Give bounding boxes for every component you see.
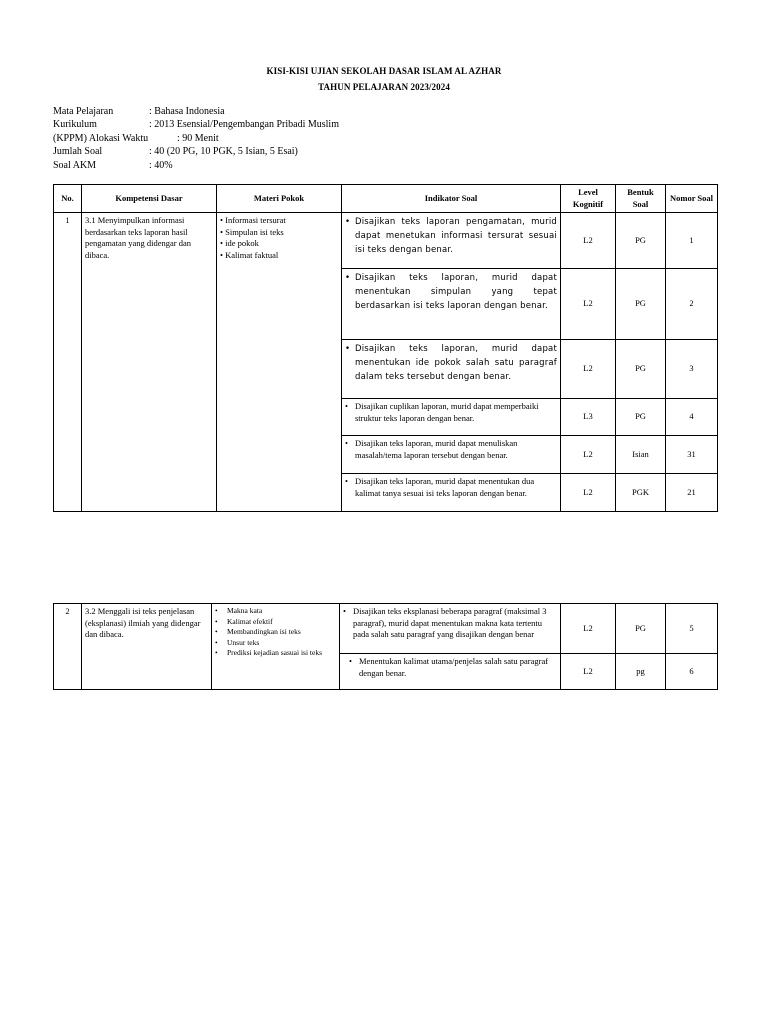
meta-label: Kurikulum	[53, 119, 97, 131]
level-kognitif: L2	[561, 436, 616, 474]
meta-value: : 40 (20 PG, 10 PGK, 5 Isian, 5 Esai)	[149, 146, 298, 158]
indikator-text: Disajikan cuplikan laporan, murid dapat memperbaiki struktur teks laporan dengan benar.	[355, 401, 539, 423]
bentuk-soal: PG	[616, 340, 666, 399]
level-kognitif: L2	[561, 654, 616, 690]
materi-pokok	[217, 213, 342, 512]
kisi-kisi-table-2	[53, 603, 718, 690]
materi-item: • Kalimat faktual	[220, 250, 338, 262]
level-kognitif: L2	[561, 604, 616, 654]
materi-item: • Simpulan isi teks	[220, 227, 338, 239]
bentuk-soal: Isian	[616, 436, 666, 474]
bentuk-soal: PG	[616, 604, 666, 654]
indikator-text: Disajikan teks laporan pengamatan, murid dapat menetukan informasi tersurat sesuai isi teks dengan benar.	[355, 217, 557, 255]
level-kognitif: L2	[561, 269, 616, 340]
materi-item: • Informasi tersurat	[220, 215, 338, 227]
document-title: KISI-KISI UJIAN SEKOLAH DASAR ISLAM AL AZHAR	[266, 66, 502, 76]
materi-item: • ide pokok	[220, 238, 338, 250]
level-kognitif: L2	[561, 213, 616, 269]
nomor-soal: 21	[666, 474, 718, 512]
level-kognitif: L2	[561, 340, 616, 399]
header-row	[54, 185, 718, 213]
indikator-text: Disajikan teks laporan, murid dapat menentukan ide pokok salah satu paragraf dalam teks tersebut dengan benar.	[355, 344, 557, 382]
indikator-text: Disajikan teks laporan, murid dapat menentukan simpulan yang tepat berdasarkan isi teks laporan dengan benar.	[355, 273, 557, 311]
col-header-nomor: Nomor Soal	[666, 185, 718, 213]
indikator-text: Disajikan teks laporan, murid dapat menentukan dua kalimat tanya sesuai isi teks laporan dengan benar.	[355, 476, 535, 498]
indikator-soal: • Disajikan cuplikan laporan, murid dapat memperbaiki struktur teks laporan dengan benar.	[342, 399, 561, 436]
col-header-bentuk: Bentuk Soal	[616, 185, 666, 213]
materi-item: • Unsur teks	[215, 637, 260, 647]
bentuk-soal: PG	[616, 399, 666, 436]
indikator-soal: • Disajikan teks eksplanasi beberapa paragraf (maksimal 3 paragraf), murid dapat menentukan makna kata tertentu pada salah satu paragraf yang disajikan dengan benar	[340, 604, 561, 654]
col-header-materi: Materi Pokok	[217, 185, 342, 213]
materi-item: • Kalimat efektif	[215, 616, 273, 626]
level-kognitif: L2	[561, 474, 616, 512]
indikator-soal: • Disajikan teks laporan, murid dapat menentukan dua kalimat tanya sesuai isi teks laporan dengan benar.	[342, 474, 561, 512]
nomor-soal: 3	[666, 340, 718, 399]
meta-label: (KPPM) Alokasi Waktu	[53, 132, 149, 144]
meta-value: : 90 Menit	[177, 132, 219, 144]
meta-value: : 2013 Esensial/Pengembangan Pribadi Muslim	[149, 119, 339, 131]
bentuk-soal: PGK	[616, 474, 666, 512]
materi-pokok	[212, 604, 340, 690]
document-subtitle: TAHUN PELAJARAN 2023/2024	[318, 82, 450, 92]
nomor-soal: 1	[666, 213, 718, 269]
indikator-soal: • Disajikan teks laporan pengamatan, murid dapat menetukan informasi tersurat sesuai isi teks dengan benar.	[342, 213, 561, 269]
row-number: 2	[54, 604, 82, 690]
kisi-kisi-table-1	[53, 184, 718, 512]
kompetensi-dasar: 3.2 Menggali isi teks penjelasan (eksplanasi) ilmiah yang didengar dan dibaca.	[82, 604, 212, 690]
col-header-no: No.	[54, 185, 82, 213]
table-row	[54, 604, 718, 654]
materi-item: • Membandingkan isi teks	[215, 627, 301, 636]
col-header-indikator: Indikator Soal	[342, 185, 561, 213]
bentuk-soal: PG	[616, 213, 666, 269]
nomor-soal: 6	[666, 654, 718, 690]
indikator-soal: • Disajikan teks laporan, murid dapat menentukan ide pokok salah satu paragraf dalam teks tersebut dengan benar.	[342, 340, 561, 399]
row-number: 1	[54, 213, 82, 512]
table-row	[54, 213, 718, 269]
indikator-text: Disajikan teks laporan, murid dapat menuliskan masalah/tema laporan tersebut dengan benar.	[355, 438, 518, 460]
meta-label: Mata Pelajaran	[53, 106, 114, 117]
col-header-level: Level Kognitif	[561, 185, 616, 213]
meta-value: : Bahasa Indonesia	[149, 106, 225, 117]
nomor-soal: 5	[666, 604, 718, 654]
nomor-soal: 31	[666, 436, 718, 474]
col-header-kompetensi: Kompetensi Dasar	[82, 185, 217, 213]
meta-value: : 40%	[149, 159, 173, 171]
indikator-text: Menentukan kalimat utama/penjelas salah satu paragraf dengan benar.	[359, 656, 549, 678]
indikator-soal: • Menentukan kalimat utama/penjelas salah satu paragraf dengan benar.	[340, 654, 561, 690]
indikator-text: Disajikan teks eksplanasi beberapa paragraf (maksimal 3 paragraf), murid dapat menentukan makna kata tertentu pada salah satu paragraf yang disajikan dengan benar	[353, 606, 547, 639]
bentuk-soal: PG	[616, 269, 666, 340]
meta-label: Jumlah Soal	[53, 146, 103, 158]
materi-item: • Makna kata	[215, 606, 263, 615]
kompetensi-dasar: 3.1 Menyimpulkan informasi berdasarkan teks laporan hasil pengamatan yang didengar dan dibaca.	[82, 213, 217, 512]
meta-label: Soal AKM	[53, 159, 97, 171]
bentuk-soal: pg	[616, 654, 666, 690]
indikator-soal: • Disajikan teks laporan, murid dapat menuliskan masalah/tema laporan tersebut dengan benar.	[342, 436, 561, 474]
level-kognitif: L3	[561, 399, 616, 436]
indikator-soal: • Disajikan teks laporan, murid dapat menentukan simpulan yang tepat berdasarkan isi teks laporan dengan benar.	[342, 269, 561, 340]
materi-item: • Prediksi kejadian sasuai isi teks	[215, 648, 322, 657]
nomor-soal: 4	[666, 399, 718, 436]
nomor-soal: 2	[666, 269, 718, 340]
